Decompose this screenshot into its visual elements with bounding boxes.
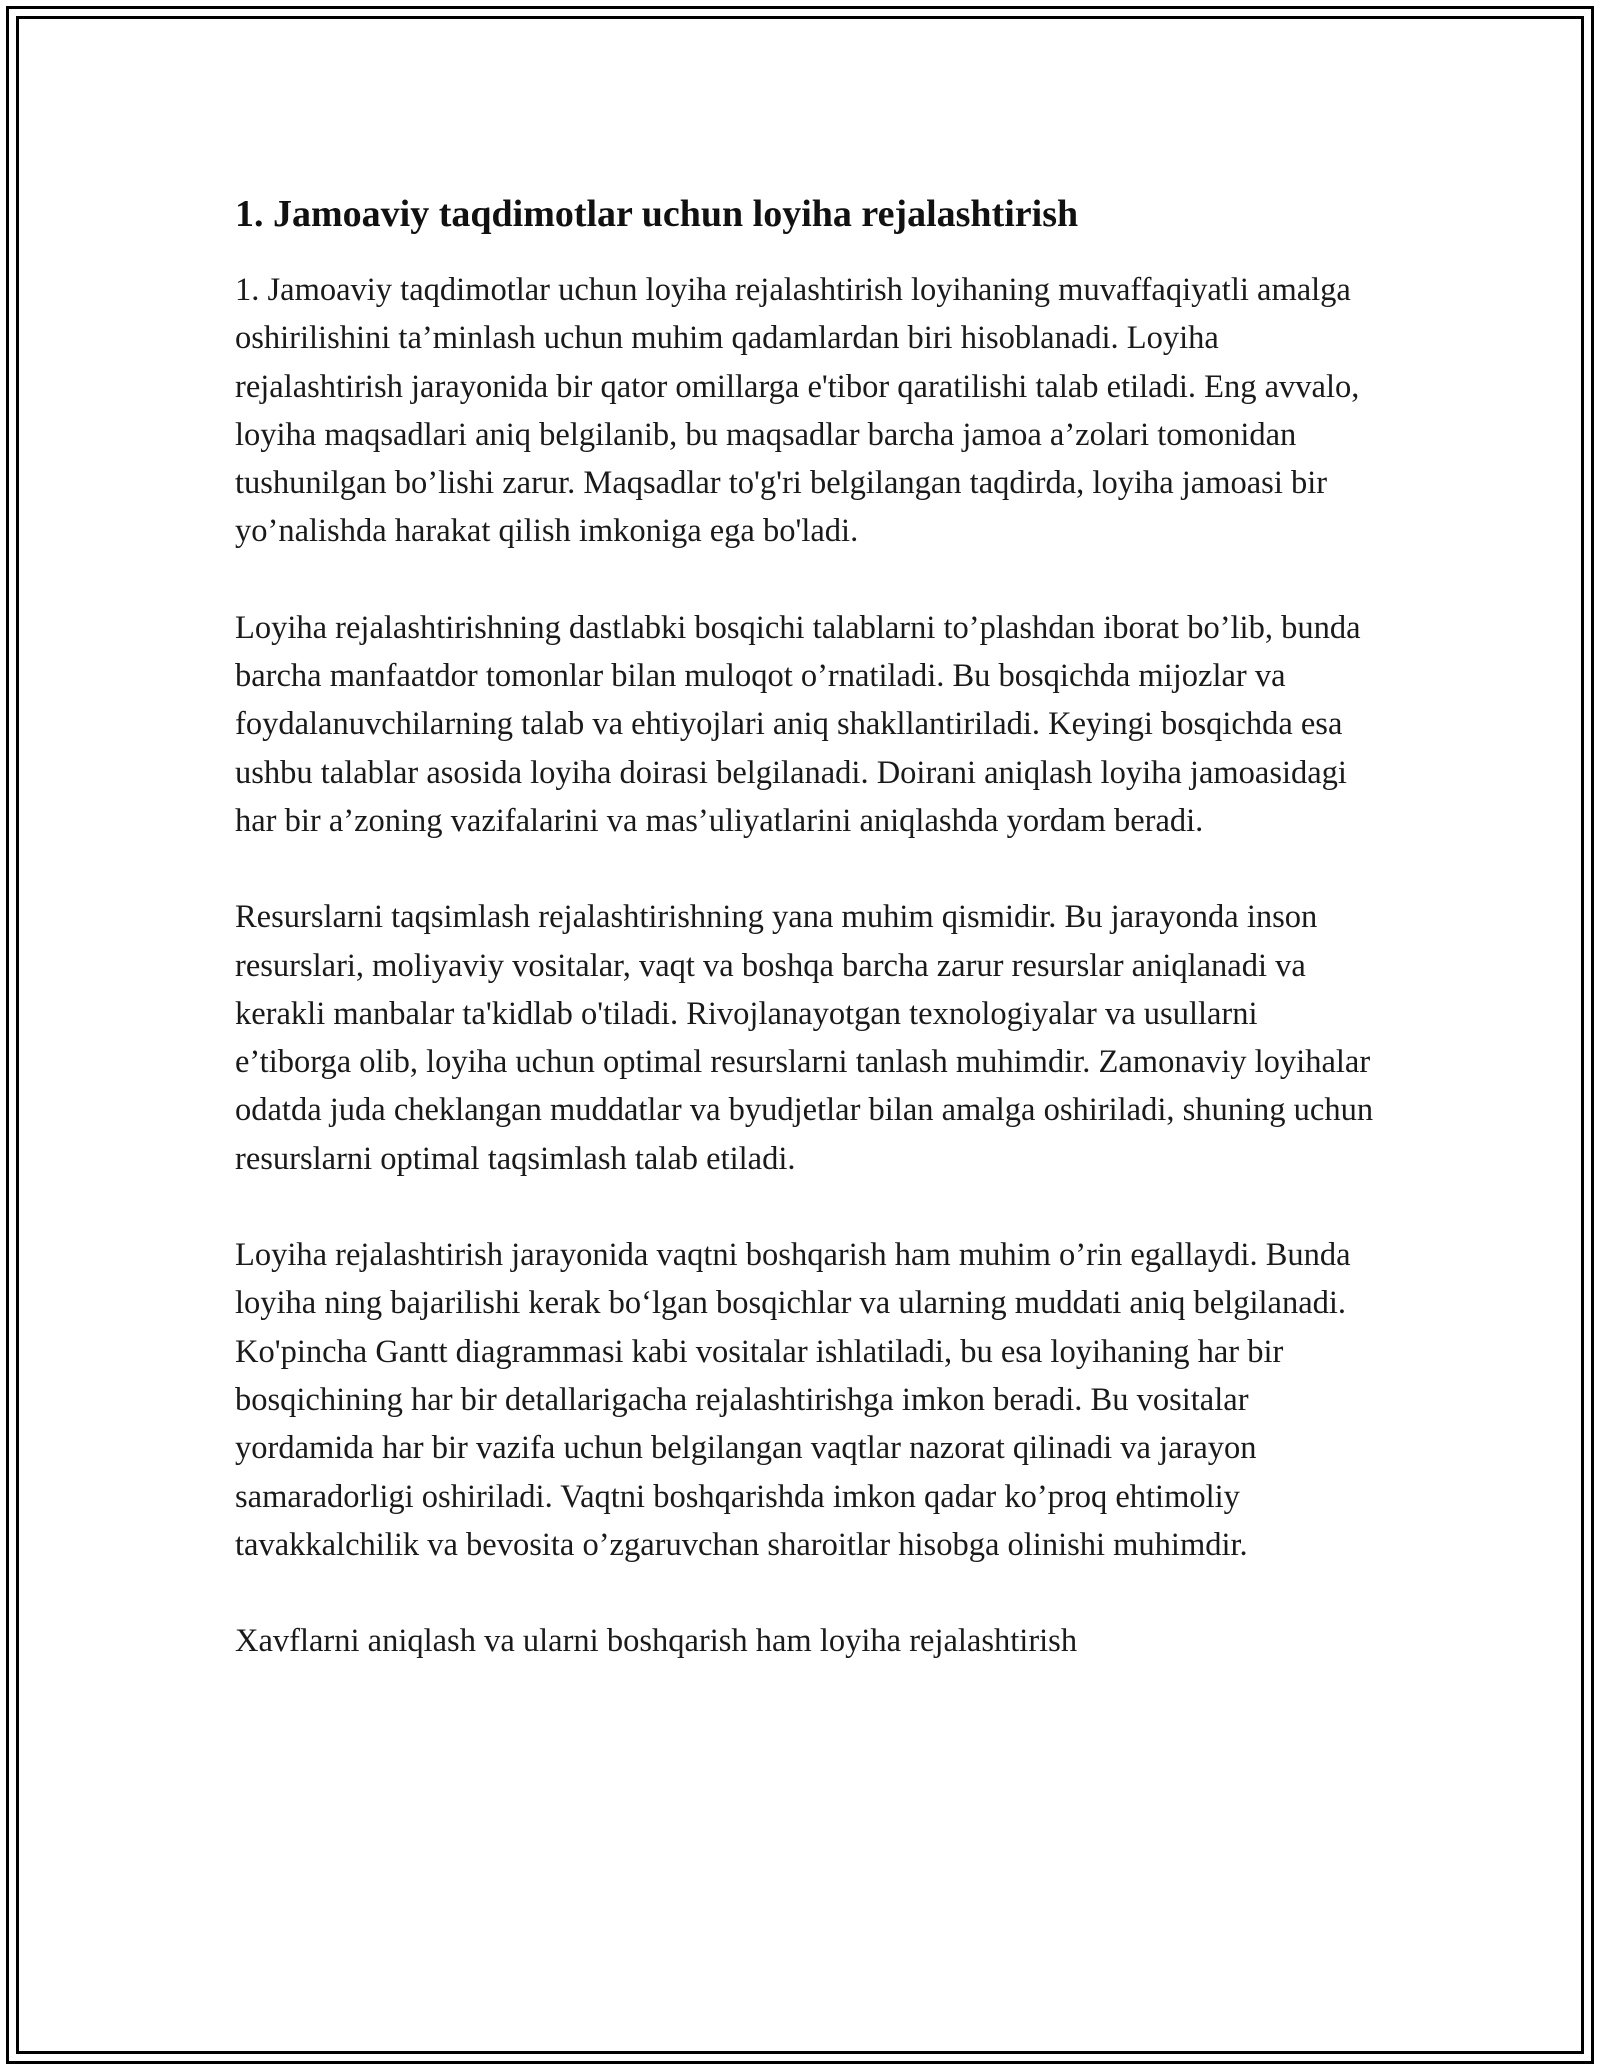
- paragraph-5: Xavflarni aniqlash va ularni boshqarish ham loyiha rejalashtirish: [235, 1623, 1078, 1660]
- paragraph-3: Resurslarni taqsimlash rejalashtirishning yana muhim qismidir. Bu jarayonda inson resurslari, moliyaviy vositalar, vaqt va boshqa barcha zarur resurslar aniqlanadi va kerakli manbalar ta'kidlab o'tiladi. Rivojlanayotgan texnologiyalar va usullarni e’tiborga olib, loyiha uchun optimal resurslarni tanlash muhimdir. Zamonaviy loyihalar odatda juda cheklangan muddatlar va byudjetlar bilan amalga oshiriladi, shuning uchun resurslarni optimal taqsimlash talab etiladi.: [235, 899, 1374, 1177]
- paragraph-2: Loyiha rejalashtirishning dastlabki bosqichi talablarni to’plashdan iborat bo’lib, bunda barcha manfaatdor tomonlar bilan muloqot o’rnatiladi. Bu bosqichda mijozlar va foydalanuvchilarning talab va ehtiyojlari aniq shakllantiriladi. Keyingi bosqichda esa ushbu talablar asosida loyiha doirasi belgilanadi. Doirani aniqlash loyiha jamoasidagi har bir a’zoning vazifalarini va mas’uliyatlarini aniqlashda yordam beradi.: [235, 609, 1361, 839]
- document-body: [235, 188, 1375, 1713]
- paragraph-4: Loyiha rejalashtirish jarayonida vaqtni boshqarish ham muhim o’rin egallaydi. Bunda loyiha ning bajarilishi kerak bo‘lgan bosqichlar va ularning muddati aniq belgilanadi. Ko'pincha Gantt diagrammasi kabi vositalar ishlatiladi, bu esa loyihaning har bir bosqichining har bir detallarigacha rejalashtirishga imkon beradi. Bu vositalar yordamida har bir vazifa uchun belgilangan vaqtlar nazorat qilinadi va jarayon samaradorligi oshiriladi. Vaqtni boshqarishda imkon qadar ko’proq ehtimoliy tavakkalchilik va bevosita o’zgaruvchan sharoitlar hisobga olinishi muhimdir.: [235, 1237, 1351, 1563]
- paragraph-1: 1. Jamoaviy taqdimotlar uchun loyiha rejalashtirish loyihaning muvaffaqiyatli amalga oshirilishini ta’minlash uchun muhim qadamlardan biri hisoblanadi. Loyiha rejalashtirish jarayonida bir qator omillarga e'tibor qaratilishi talab etiladi. Eng avvalo, loyiha maqsadlari aniq belgilanib, bu maqsadlar barcha jamoa a’zolari tomonidan tushunilgan bo’lishi zarur. Maqsadlar to'g'ri belgilangan taqdirda, loyiha jamoasi bir yo’nalishda harakat qilish imkoniga ega bo'ladi.: [235, 272, 1360, 550]
- document-heading: 1. Jamoaviy taqdimotlar uchun loyiha rejalashtirish: [235, 193, 1079, 235]
